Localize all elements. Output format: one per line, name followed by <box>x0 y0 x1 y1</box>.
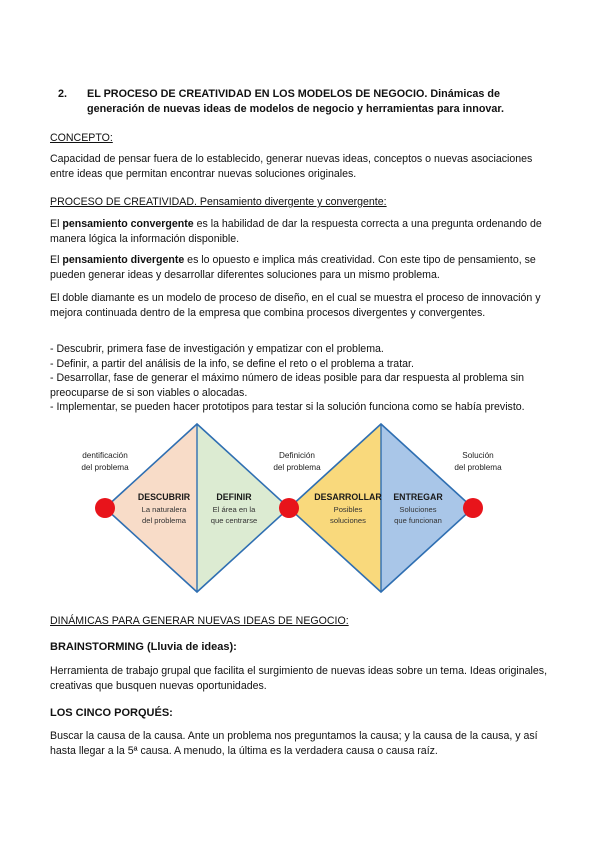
convergente-rest: es la habilidad de dar la respuesta correcta a una pregunta ordenando de manera lógica la información disponible. <box>50 218 542 245</box>
milestone-2-line1: Definición <box>279 451 315 460</box>
porques-text: Buscar la causa de la causa. Ante un problema nos preguntamos la causa; y la causa de la causa, y así hasta llegar a la 5ª causa. A menudo, la última es la verdadera causa o causa raíz. <box>50 730 538 757</box>
concepto-text: Capacidad de pensar fuera de lo establecido, generar nuevas ideas, conceptos o nuevas asociaciones entre ideas que permitan encontrar nuevas soluciones originales. <box>50 153 533 180</box>
milestone-2-line2: del problema <box>273 463 321 472</box>
doble-diamante-paragraph: El doble diamante es un modelo de proceso de diseño, en el cual se muestra el proceso de innovación y mejora continuada dentro de la empresa que combina procesos divergentes y convergentes. <box>50 292 541 319</box>
bullet-desarrollar: - Desarrollar, fase de generar el máximo número de ideas posible para dar respuesta al problema sin preocuparse de si son viables o alocadas. <box>50 372 525 399</box>
bullet-implementar: - Implementar, se pueden hacer prototipos para testar si la solución funciona como se había previsto. <box>50 401 525 413</box>
dinamicas-heading: DINÁMICAS PARA GENERAR NUEVAS IDEAS DE NEGOCIO: <box>50 615 349 627</box>
divergente-rest: es lo opuesto e implica más creatividad. Con este tipo de pensamiento, se pueden generar ideas y desarrollar diferentes soluciones para un mismo problema. <box>50 254 536 281</box>
phase-definir-title: DEFINIR <box>216 492 252 502</box>
milestone-1-line1: dentificación <box>82 451 128 460</box>
milestone-dot-solucion <box>463 498 483 518</box>
milestone-3-line2: del problema <box>454 463 502 472</box>
brainstorming-text: Herramienta de trabajo grupal que facilita el surgimiento de nuevas ideas sobre un tema. Ideas originales, creativas que busquen nuevas oportunidades. <box>50 665 548 692</box>
milestone-dot-identificacion <box>95 498 115 518</box>
bullet-descubrir: - Descubrir, primera fase de investigación y empatizar con el problema. <box>50 343 384 355</box>
bullet-definir: - Definir, a partir del análisis de la info, se define el reto o el problema a tratar. <box>50 357 414 370</box>
phase-entregar-line1: Soluciones <box>399 505 437 514</box>
phase-definir-line2: que centrarse <box>210 516 258 525</box>
milestone-3-line1: Solución <box>462 451 494 460</box>
phase-descubrir-line1: La naturalera <box>141 505 187 514</box>
milestone-1-line2: del problema <box>81 463 129 472</box>
proceso-heading: PROCESO DE CREATIVIDAD. Pensamiento divergente y convergente: <box>50 196 387 208</box>
phase-definir-line1: El área en la <box>212 505 256 514</box>
phase-desarrollar-title: DESARROLLAR <box>314 492 382 502</box>
milestone-dot-definicion <box>279 498 299 518</box>
concepto-heading: CONCEPTO: <box>50 132 113 144</box>
section-number: 2. <box>58 88 68 100</box>
phase-desarrollar-line1: Posibles <box>333 505 363 514</box>
phase-entregar-line2: que funcionan <box>394 516 442 525</box>
divergente-pre: El <box>50 254 63 266</box>
convergente-pre: El <box>50 218 63 230</box>
phase-entregar-title: ENTREGAR <box>393 492 443 502</box>
convergente-term: pensamiento convergente <box>62 218 194 230</box>
divergente-term: pensamiento divergente <box>62 254 185 266</box>
phase-descubrir-line2: del problema <box>142 516 186 525</box>
section-title: EL PROCESO DE CREATIVIDAD EN LOS MODELOS DE NEGOCIO. Dinámicas de generación de nuevas ideas de modelos de negocio y herramientas para innovar. <box>87 88 505 115</box>
phase-desarrollar-line2: soluciones <box>330 516 366 525</box>
brainstorming-title: BRAINSTORMING (Lluvia de ideas): <box>50 641 237 653</box>
porques-title: LOS CINCO PORQUÉS: <box>50 707 173 719</box>
phase-descubrir-title: DESCUBRIR <box>137 492 191 502</box>
